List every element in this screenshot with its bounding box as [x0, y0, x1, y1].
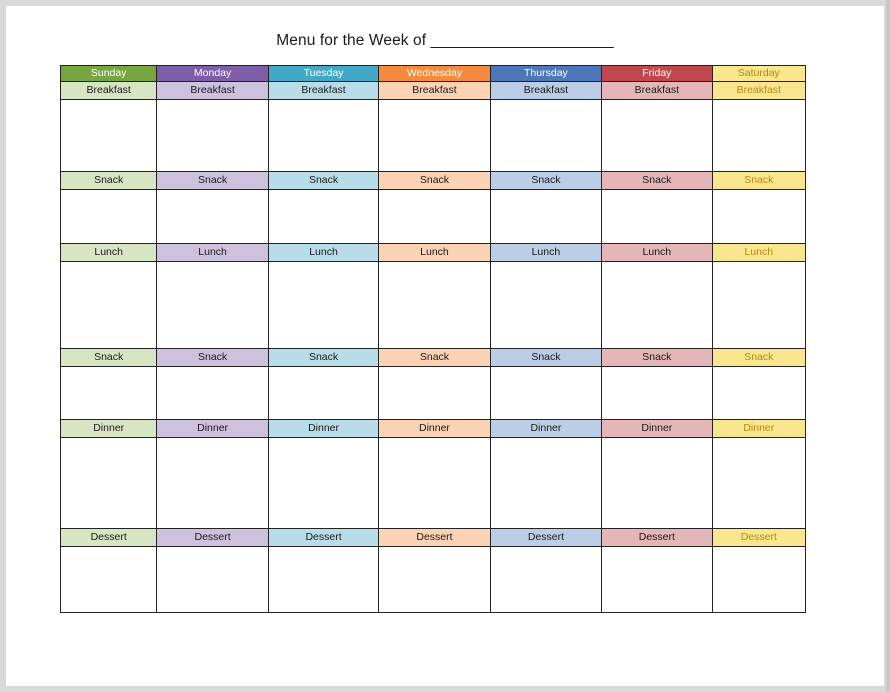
meal-label: Snack	[602, 172, 712, 190]
meal-label: Lunch	[490, 244, 601, 262]
day-header-wednesday: Wednesday	[379, 66, 490, 82]
day-header-sunday: Sunday	[61, 66, 157, 82]
meal-label: Dinner	[712, 420, 805, 438]
meal-entry-cell[interactable]	[61, 438, 157, 529]
meal-entry-row	[61, 367, 806, 420]
meal-entry-cell[interactable]	[268, 190, 378, 244]
day-header-tuesday: Tuesday	[268, 66, 378, 82]
meal-entry-cell[interactable]	[379, 547, 490, 613]
meal-label: Lunch	[268, 244, 378, 262]
meal-entry-cell[interactable]	[61, 547, 157, 613]
meal-label: Breakfast	[379, 82, 490, 100]
meal-entry-row	[61, 100, 806, 172]
meal-label: Breakfast	[602, 82, 712, 100]
meal-entry-cell[interactable]	[712, 262, 805, 349]
meal-entry-cell[interactable]	[268, 438, 378, 529]
meal-entry-cell[interactable]	[157, 100, 268, 172]
meal-entry-cell[interactable]	[157, 262, 268, 349]
meal-label: Dessert	[602, 529, 712, 547]
meal-label: Lunch	[602, 244, 712, 262]
meal-label: Snack	[602, 349, 712, 367]
meal-label: Snack	[379, 172, 490, 190]
day-header-friday: Friday	[602, 66, 712, 82]
meal-label: Snack	[712, 349, 805, 367]
meal-label-row	[61, 244, 806, 262]
meal-label: Lunch	[379, 244, 490, 262]
meal-entry-cell[interactable]	[157, 367, 268, 420]
meal-entry-cell[interactable]	[268, 547, 378, 613]
meal-entry-cell[interactable]	[379, 367, 490, 420]
meal-entry-cell[interactable]	[602, 438, 712, 529]
meal-label: Dessert	[712, 529, 805, 547]
meal-label: Snack	[268, 349, 378, 367]
meal-label: Snack	[61, 349, 157, 367]
meal-entry-cell[interactable]	[379, 438, 490, 529]
meal-entry-cell[interactable]	[268, 367, 378, 420]
meal-label: Dinner	[61, 420, 157, 438]
meal-entry-cell[interactable]	[712, 190, 805, 244]
meal-label: Dinner	[602, 420, 712, 438]
meal-label: Dinner	[490, 420, 601, 438]
meal-entry-cell[interactable]	[602, 547, 712, 613]
meal-entry-cell[interactable]	[602, 100, 712, 172]
meal-entry-cell[interactable]	[712, 367, 805, 420]
meal-entry-cell[interactable]	[157, 190, 268, 244]
meal-entry-cell[interactable]	[712, 438, 805, 529]
page-title: Menu for the Week of _____________________	[276, 32, 614, 49]
meal-entry-cell[interactable]	[602, 262, 712, 349]
meal-entry-cell[interactable]	[712, 100, 805, 172]
meal-label-row	[61, 172, 806, 190]
weekly-menu-table	[60, 65, 806, 613]
meal-label: Dinner	[157, 420, 268, 438]
meal-entry-cell[interactable]	[379, 190, 490, 244]
meal-entry-cell[interactable]	[602, 367, 712, 420]
meal-label: Dessert	[61, 529, 157, 547]
day-header-row	[61, 66, 806, 82]
meal-entry-row	[61, 547, 806, 613]
meal-label: Snack	[490, 172, 601, 190]
day-header-monday: Monday	[157, 66, 268, 82]
meal-label: Lunch	[157, 244, 268, 262]
meal-entry-cell[interactable]	[268, 100, 378, 172]
meal-entry-cell[interactable]	[157, 438, 268, 529]
meal-label-row	[61, 420, 806, 438]
meal-label: Dessert	[379, 529, 490, 547]
meal-label: Breakfast	[157, 82, 268, 100]
meal-label: Breakfast	[490, 82, 601, 100]
day-header-thursday: Thursday	[490, 66, 601, 82]
meal-label: Dessert	[268, 529, 378, 547]
meal-label: Snack	[379, 349, 490, 367]
meal-label: Lunch	[61, 244, 157, 262]
meal-label: Snack	[61, 172, 157, 190]
meal-label: Lunch	[712, 244, 805, 262]
meal-label-row	[61, 349, 806, 367]
meal-label: Breakfast	[268, 82, 378, 100]
meal-entry-cell[interactable]	[61, 190, 157, 244]
meal-entry-cell[interactable]	[379, 100, 490, 172]
meal-entry-cell[interactable]	[490, 438, 601, 529]
meal-entry-row	[61, 262, 806, 349]
meal-label: Snack	[490, 349, 601, 367]
meal-label: Snack	[157, 172, 268, 190]
meal-entry-cell[interactable]	[490, 190, 601, 244]
meal-label-row	[61, 82, 806, 100]
meal-label: Breakfast	[61, 82, 157, 100]
meal-label: Dessert	[490, 529, 601, 547]
meal-entry-cell[interactable]	[61, 367, 157, 420]
meal-label: Snack	[712, 172, 805, 190]
meal-entry-cell[interactable]	[490, 262, 601, 349]
meal-entry-row	[61, 438, 806, 529]
meal-label: Snack	[268, 172, 378, 190]
meal-label: Dinner	[379, 420, 490, 438]
meal-label: Dinner	[268, 420, 378, 438]
meal-label: Breakfast	[712, 82, 805, 100]
meal-entry-cell[interactable]	[268, 262, 378, 349]
meal-label-row	[61, 529, 806, 547]
meal-entry-cell[interactable]	[61, 100, 157, 172]
meal-entry-cell[interactable]	[490, 100, 601, 172]
meal-entry-cell[interactable]	[490, 547, 601, 613]
meal-entry-cell[interactable]	[157, 547, 268, 613]
meal-label: Dessert	[157, 529, 268, 547]
day-header-saturday: Saturday	[712, 66, 805, 82]
meal-entry-cell[interactable]	[602, 190, 712, 244]
meal-label: Snack	[157, 349, 268, 367]
meal-entry-row	[61, 190, 806, 244]
meal-entry-cell[interactable]	[712, 547, 805, 613]
meal-entry-cell[interactable]	[61, 262, 157, 349]
meal-entry-cell[interactable]	[379, 262, 490, 349]
meal-entry-cell[interactable]	[490, 367, 601, 420]
